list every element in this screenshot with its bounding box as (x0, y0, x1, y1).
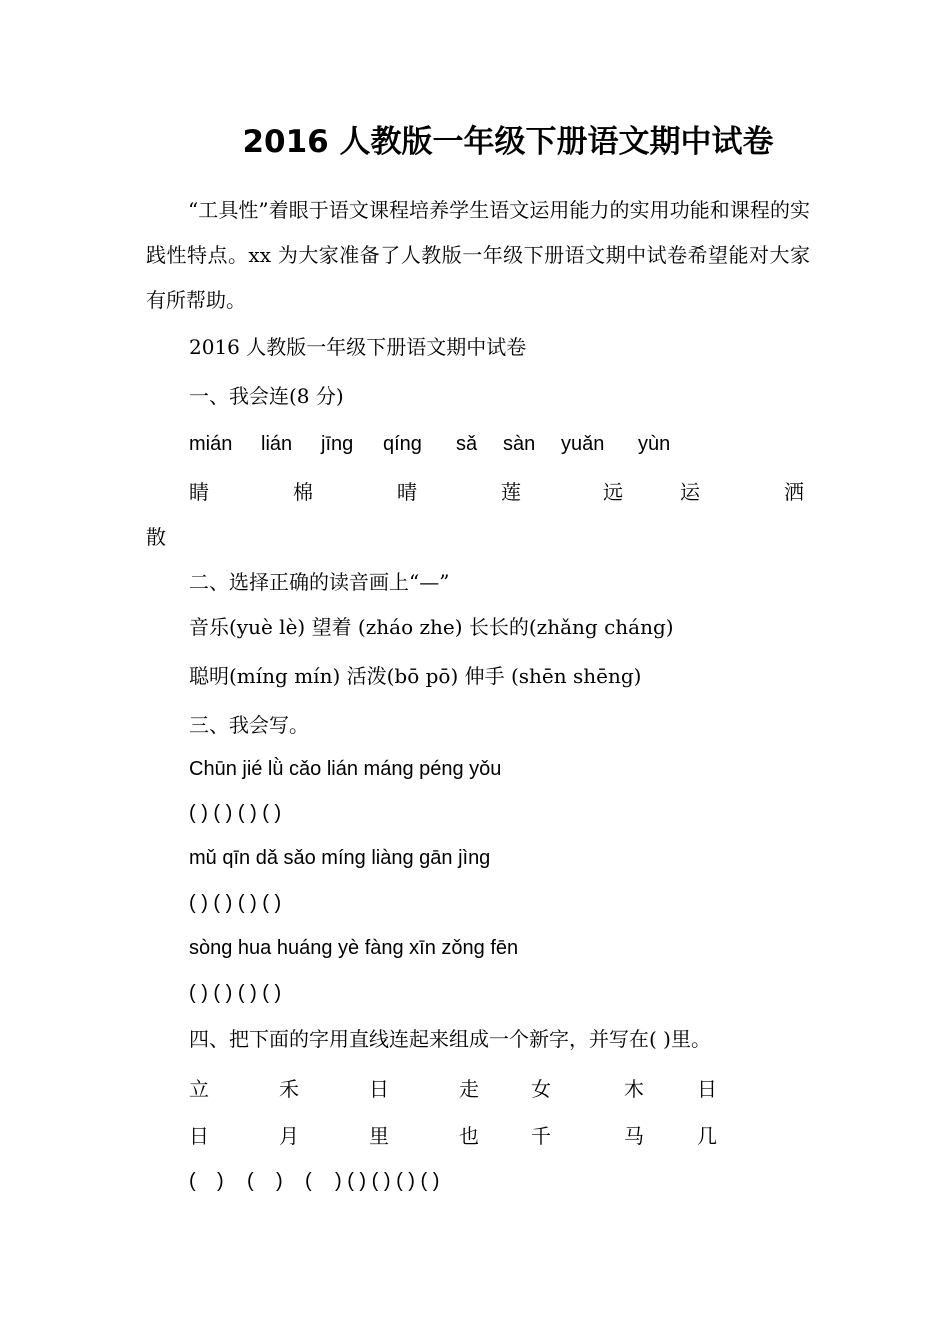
sec3-pinyin-row3: sòng hua huáng yè fàng xīn zǒng fēn (189, 937, 519, 959)
sec4-blank-3: ) (276, 1170, 283, 1192)
sec4-row2-char-1: 月 (279, 1124, 299, 1148)
sec4-row2-char-2: 里 (369, 1124, 389, 1148)
sec1-pinyin-5: sàn (503, 433, 536, 455)
section2-heading: 二、选择正确的读音画上“—” (189, 570, 450, 594)
sec4-row1-char-6: 日 (697, 1077, 717, 1101)
page-title: 2016 人教版一年级下册语文期中试卷 (242, 124, 774, 160)
sec2-line2: 聪明(míng mín) 活泼(bō pō) 伸手 (shēn shēng) (189, 664, 642, 688)
sec3-pinyin-row2: mǔ qīn dǎ sǎo míng liàng gān jìng (189, 847, 491, 869)
sec4-blank-1: ) (217, 1170, 224, 1192)
sec1-char-2: 晴 (397, 480, 417, 504)
sec4-blank-2: ( (247, 1170, 254, 1192)
sec4-row2-char-3: 也 (459, 1124, 479, 1148)
sec1-pinyin-2: jīng (321, 433, 354, 455)
sec4-row2-char-4: 千 (531, 1124, 551, 1148)
sec3-blanks-row2: ( ) ( ) ( ) ( ) (189, 892, 282, 914)
sec4-row1-char-3: 走 (459, 1077, 479, 1101)
sec3-pinyin-row1: Chūn jié lǜ cǎo lián máng péng yǒu (189, 758, 502, 780)
sec4-row1-char-4: 女 (531, 1077, 551, 1101)
sec4-blank-4: ( (305, 1170, 312, 1192)
sec1-pinyin-4: sǎ (456, 433, 478, 455)
sec4-row2-char-6: 几 (697, 1124, 717, 1148)
sec1-char-6: 洒 (784, 480, 804, 504)
sec4-row1-char-5: 木 (624, 1077, 644, 1101)
sec4-row1-char-2: 日 (369, 1077, 389, 1101)
sec1-char-5: 运 (680, 480, 700, 504)
sec1-pinyin-3: qíng (383, 433, 422, 455)
section3-heading: 三、我会写。 (189, 713, 309, 737)
sec1-pinyin-1: lián (261, 433, 293, 455)
sec4-row2-char-5: 马 (624, 1124, 644, 1148)
sec1-char-1: 棉 (293, 480, 313, 504)
sec3-blanks-row3: ( ) ( ) ( ) ( ) (189, 982, 282, 1004)
section4-heading: 四、把下面的字用直线连起来组成一个新字，并写在( )里。 (189, 1027, 711, 1051)
sec1-char-wrap: 散 (146, 525, 166, 549)
sec3-blanks-row1: ( ) ( ) ( ) ( ) (189, 802, 282, 824)
section1-heading: 一、我会连(8 分) (189, 384, 344, 408)
sec1-pinyin-0: mián (189, 433, 233, 455)
sec1-char-3: 莲 (501, 480, 521, 504)
sec1-pinyin-6: yuǎn (561, 433, 605, 455)
sec4-row2-char-0: 日 (189, 1124, 209, 1148)
sec4-blank-5: ) ( ) ( ) ( ) ( ) (335, 1170, 440, 1192)
sec4-row1-char-1: 禾 (279, 1077, 299, 1101)
sec2-line1: 音乐(yuè lè) 望着 (zháo zhe) 长长的(zhǎng cháng) (189, 615, 674, 639)
subtitle: 2016 人教版一年级下册语文期中试卷 (189, 335, 527, 359)
sec1-char-0: 睛 (189, 480, 209, 504)
sec1-pinyin-7: yùn (638, 433, 671, 455)
sec4-blank-0: ( (189, 1170, 196, 1192)
sec1-char-4: 远 (603, 480, 623, 504)
sec4-row1-char-0: 立 (189, 1077, 209, 1101)
intro-paragraph: “工具性”着眼于语文课程培养学生语文运用能力的实用功能和课程的实践性特点。xx 为大家准备了人教版一年级下册语文期中试卷希望能对大家有所帮助。 (146, 198, 810, 312)
